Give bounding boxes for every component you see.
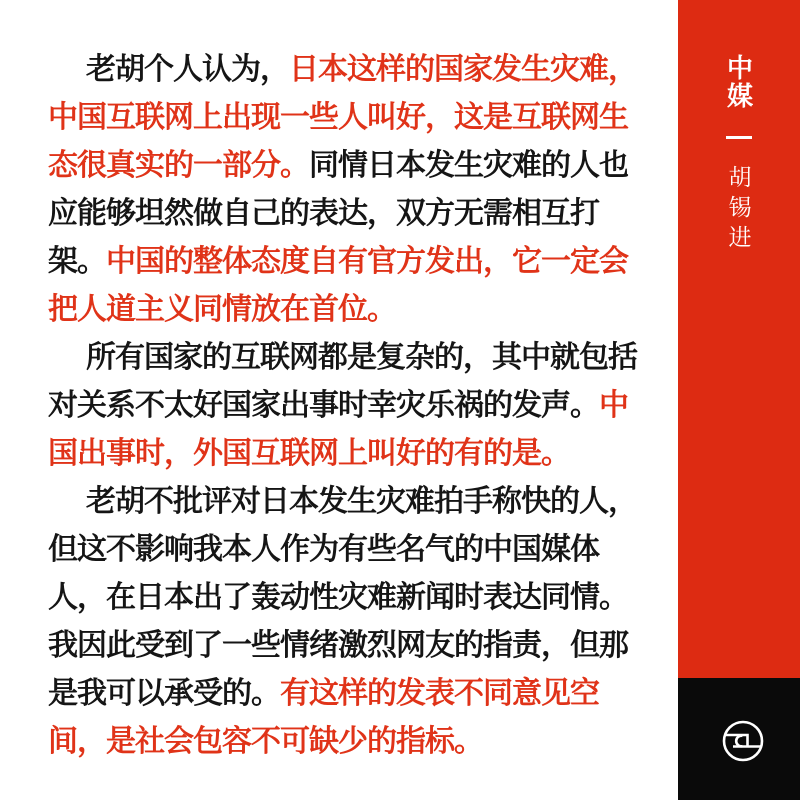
text-segment: 架。 bbox=[48, 245, 106, 278]
text-segment: 同情日本发生灾难的人也 bbox=[309, 149, 628, 182]
text-line bbox=[48, 670, 678, 718]
author-vertical-label: 胡锡进 bbox=[725, 165, 752, 255]
text-line bbox=[48, 238, 678, 286]
text-segment: 中国互联网上出现一些人叫好，这是互联网生 bbox=[48, 101, 628, 134]
text-segment: 所有国家的互联网都是复杂的，其中就包括 bbox=[86, 341, 637, 374]
text-segment: 人，在日本出了轰动性灾难新闻时表达同情。 bbox=[48, 581, 628, 614]
text-line bbox=[48, 526, 678, 574]
text-line bbox=[48, 382, 678, 430]
text-line bbox=[48, 574, 678, 622]
text-segment: 中国的整体态度自有官方发出，它一定会 bbox=[106, 245, 628, 278]
sidebar-red-bar bbox=[678, 0, 800, 678]
text-line bbox=[48, 94, 678, 142]
text-line bbox=[48, 142, 678, 190]
text-line bbox=[48, 430, 678, 478]
text-line bbox=[48, 334, 678, 382]
text-segment: 我因此受到了一些情绪激烈网友的指责，但那 bbox=[48, 629, 628, 662]
brand-logo-icon bbox=[720, 718, 766, 764]
text-line bbox=[48, 286, 678, 334]
divider-line bbox=[726, 136, 752, 139]
text-line bbox=[48, 46, 678, 94]
text-segment: 把人道主义同情放在首位。 bbox=[48, 293, 396, 326]
text-line bbox=[48, 478, 678, 526]
text-line bbox=[48, 622, 678, 670]
text-segment: 对关系不太好国家出事时幸灾乐祸的发声。 bbox=[48, 389, 599, 422]
text-segment: 老胡不批评对日本发生灾难拍手称快的人， bbox=[86, 485, 637, 518]
text-segment: 中 bbox=[599, 389, 628, 422]
text-segment: 间，是社会包容不可缺少的指标。 bbox=[48, 725, 483, 758]
brand-vertical-label: 中媒 bbox=[723, 54, 754, 110]
logo-box bbox=[678, 678, 800, 800]
text-segment: 是我可以承受的。 bbox=[48, 677, 280, 710]
text-segment: 老胡个人认为， bbox=[86, 53, 289, 86]
text-segment: 态很真实的一部分。 bbox=[48, 149, 309, 182]
text-line bbox=[48, 190, 678, 238]
text-line bbox=[48, 718, 678, 766]
text-segment: 有这样的发表不同意见空 bbox=[280, 677, 599, 710]
text-segment: 但这不影响我本人作为有些名气的中国媒体 bbox=[48, 533, 599, 566]
text-segment: 日本这样的国家发生灾难， bbox=[289, 53, 637, 86]
text-segment: 应能够坦然做自己的表达，双方无需相互打 bbox=[48, 197, 599, 230]
text-segment: 国出事时，外国互联网上叫好的有的是。 bbox=[48, 437, 570, 470]
